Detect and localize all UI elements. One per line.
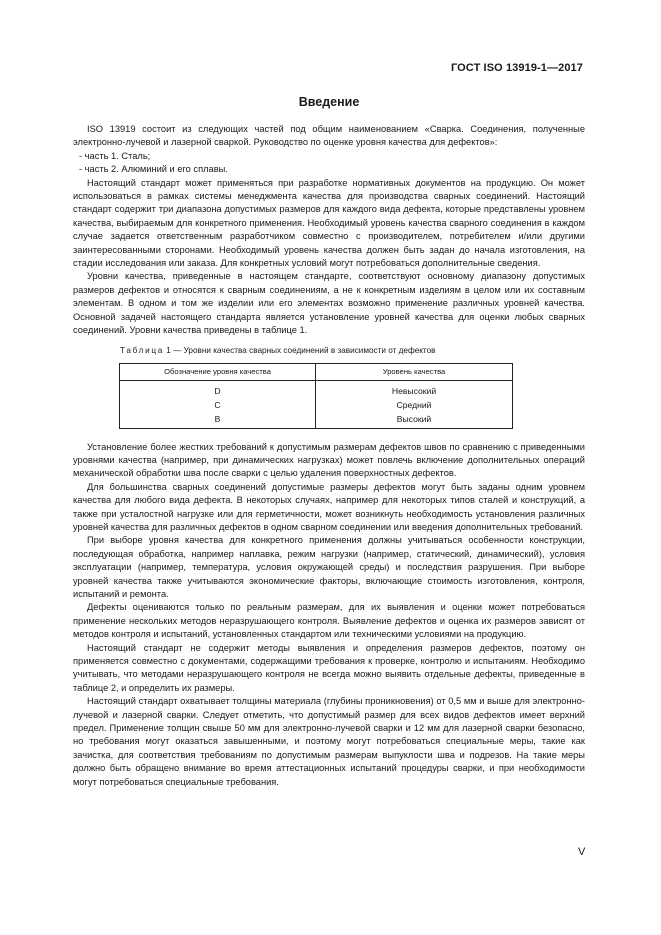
table-row xyxy=(120,398,513,412)
list-item: - часть 2. Алюминий и его сплавы. xyxy=(79,164,228,175)
page-content xyxy=(73,95,585,789)
quality-levels-table xyxy=(119,363,513,429)
table-cell-designation: B xyxy=(120,412,316,429)
table-caption xyxy=(120,346,585,356)
paragraph: Установление более жестких требований к допустимым размерам дефектов швов по сравнению с приведенными уровнями качества (например, при динамических нагрузках) может повлечь включение дополнительных операций механической обработки шва после сварки с целью удаления поверхностных дефектов. xyxy=(73,441,585,479)
paragraph: При выборе уровня качества для конкретного применения должны учитываться особенности конструкции, последующая обработка, например наплавка, режим нагрузки (например, статический, динамический), условия эксплуатации (например, температура, условия окружающей среды) и последствия разрушения. При выборе уровней качества также учитываются экономические факторы, включающие стоимость изготовления, контроля, испытаний и ремонта. xyxy=(73,535,585,599)
page-number: V xyxy=(578,846,586,858)
paragraph: Настоящий стандарт охватывает толщины материала (глубины проникновения) от 0,5 мм и выше для электронно-лучевой и лазерной сварки. Следует отметить, что допустимый размер для всех видов дефектов имеет верхний предел. Применение толщин свыше 50 мм для электронно-лучевой сварки и 12 мм для лазерной сварки безопасно, но требования могут оказаться завышенными, и поэтому могут потребоваться специальные меры, такие как зачистка, для соответствия требованиям по допустимым размерам выпуклости шва и подрезов. На такие меры должно быть обращено внимание во время аттестационных испытаний процедуры сварки, и при необходимости могут потребоваться специальные требования. xyxy=(73,696,585,787)
paragraph: Настоящий стандарт может применяться при разработке нормативных документов на продукцию. Он может использоваться в рамках системы менеджмента качества для производства сварных соединений. Настоящий стандарт содержит три диапазона допустимых размеров для каждого вида дефекта, которые представлены уровнем качества, выбираемым для конкретного применения. Необходимый уровень качества сварного соединения в каждом случае задается ответственным разработчиком совместно с производителем, потребителем и/или другими заинтересованными сторонами. Необходимый уровень качества должен быть задан до начала изготовления, на стадии исследования или заказа. Для конкретных условий могут потребоваться дополнительные сведения. xyxy=(73,177,585,269)
paragraph: Уровни качества, приведенные в настоящем стандарте, соответствуют основному диапазону допустимых размеров дефектов и относятся к сварным соединениям, а не к конкретным изделиям в целом или их составным элементам. В одном и том же изделии или его элементах возможно применение различных уровней качества. Основной задачей настоящего стандарта является установление уровней качества для оценки любых сварных соединений. Уровни качества приведены в таблице 1. xyxy=(73,271,585,336)
table-cell-designation: C xyxy=(120,398,316,412)
list-item: - часть 1. Сталь; xyxy=(79,150,151,161)
column-header-level: Уровень качества xyxy=(316,363,513,380)
table-cell-designation: D xyxy=(120,380,316,398)
paragraph: Дефекты оцениваются только по реальным размерам, для их выявления и оценки может потребоваться применение нескольких методов неразрушающего контроля. Выявление дефектов и оценка их размеров зависят от методов контроля и испытаний, установленных стандартом или техническими условиями на продукцию. xyxy=(73,602,585,640)
section-title: Введение xyxy=(298,95,360,109)
table-cell-level: Средний xyxy=(316,398,513,412)
document-code: ГОСТ ISO 13919-1—2017 xyxy=(450,62,583,74)
table-row xyxy=(120,412,513,429)
table-row xyxy=(120,380,513,398)
table-cell-level: Невысокий xyxy=(316,380,513,398)
paragraph: Для большинства сварных соединений допустимые размеры дефектов могут быть заданы одним уровнем качества для любого вида дефекта. В некоторых случаях, например для некоторых типов сталей и конструкций, а также при усталостной нагрузке или для герметичности, может возникнуть необходимость установления различных уровней качества для различных дефектов в одном сварном соединении или введения дополнительных требований. xyxy=(73,481,585,532)
paragraph: Настоящий стандарт не содержит методы выявления и определения размеров дефектов, поэтому он применяется совместно с документами, содержащими требования к проверке, контролю и испытаниям. Необходимо учитывать, что методами неразрушающего контроля не всегда можно выявить отдельные дефекты, приведенные в таблице 2, и определить их размеры. xyxy=(73,642,585,693)
table-header-row xyxy=(120,363,513,380)
intro-paragraph: ISO 13919 состоит из следующих частей под общим наименованием «Сварка. Соединения, полученные электронно-лучевой и лазерной сваркой. Руководство по оценке уровня качества для дефектов»: xyxy=(73,124,585,148)
table-cell-level: Высокий xyxy=(316,412,513,429)
column-header-designation: Обозначение уровня качества xyxy=(120,363,316,380)
table-caption-label: Таблица xyxy=(120,345,165,355)
table-caption-text: 1 — Уровни качества сварных соединений в зависимости от дефектов xyxy=(166,345,436,355)
